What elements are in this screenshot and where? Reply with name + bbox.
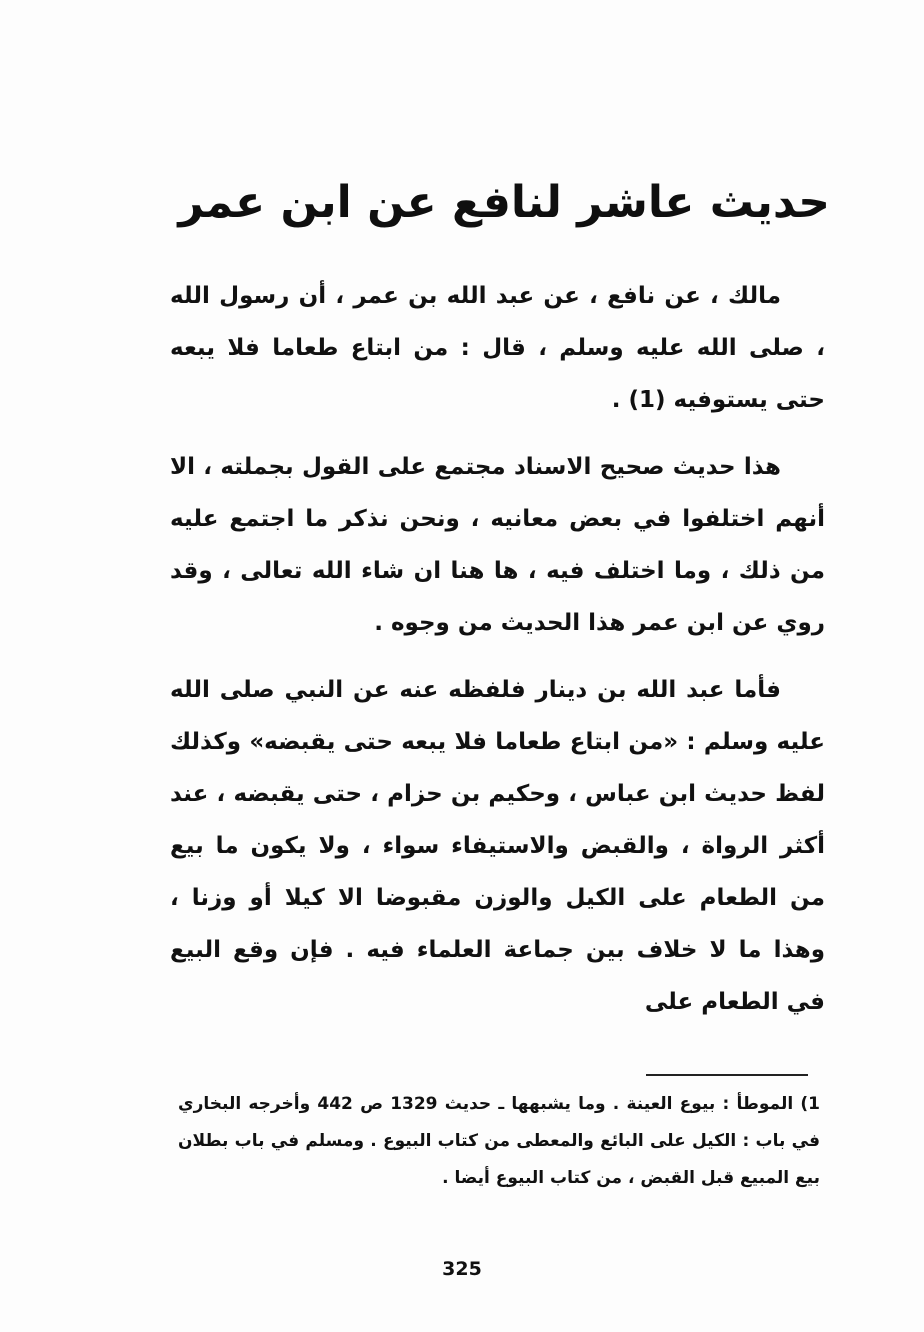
paragraph-hadith: مالك ، عن نافع ، عن عبد الله بن عمر ، أن رسول الله ، صلى الله عليه وسلم ، قال : من ابتاع طعاما فلا يبعه حتى يستوفيه (1) . bbox=[170, 283, 825, 413]
paragraph-commentary: هذا حديث صحيح الاسناد مجتمع على القول بجملته ، الا أنهم اختلفوا في بعض معانيه ، ونحن نذكر ما اجتمع عليه من ذلك ، وما اختلف فيه ، ها هنا ان شاء الله تعالى ، وقد روي عن ابن عمر هذا الحديث من وجوه . bbox=[170, 454, 825, 636]
footnote: 1) الموطأ : بيوع العينة . وما يشبهها ـ حديث 1329 ص 442 وأخرجه البخاري في باب : الكيل على البائع والمعطى من كتاب البيوع . ومسلم في باب بطلان بيع المبيع قبل القبض ، من كتاب البيوع أيضا . bbox=[178, 1094, 820, 1188]
paragraph-narrations: فأما عبد الله بن دينار فلفظه عنه عن النبي صلى الله عليه وسلم : «من ابتاع طعاما فلا يبعه حتى يقبضه» وكذلك لفظ حديث ابن عباس ، وحكيم بن حزام ، حتى يقبضه ، عند أكثر الرواة ، والقبض والاستيفاء سواء ، ولا يكون ما بيع من الطعام على الكيل والوزن مقبوضا الا كيلا أو وزنا ، وهذا ما لا خلاف بين جماعة العلماء فيه . فإن وقع البيع في الطعام على bbox=[170, 677, 825, 1015]
page-number: 325 bbox=[442, 1258, 482, 1280]
body-text bbox=[170, 270, 825, 1043]
chapter-title: حديث عاشر لنافع عن ابن عمر bbox=[178, 177, 830, 228]
footnote-divider bbox=[646, 1074, 808, 1076]
